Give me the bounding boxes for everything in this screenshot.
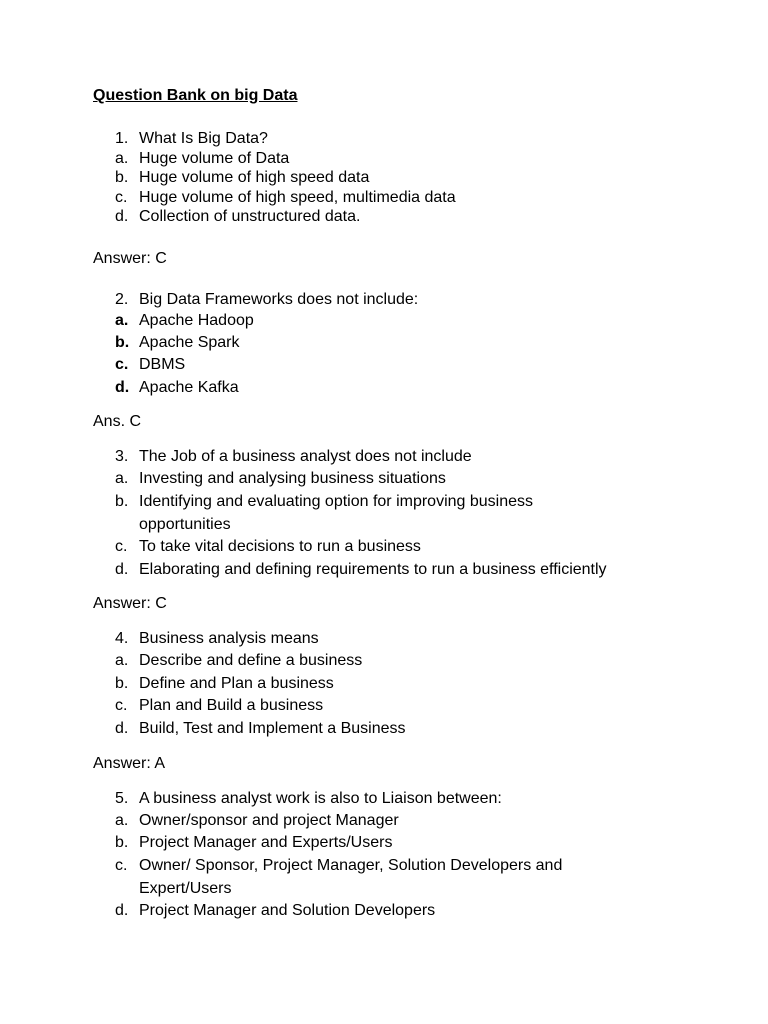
question-number: 4.: [115, 630, 129, 647]
option-marker: b.: [115, 493, 129, 510]
option-text: Collection of unstructured data.: [139, 208, 361, 225]
option-text: Apache Kafka: [139, 379, 239, 396]
option-marker: a.: [115, 652, 129, 669]
option-text: Elaborating and defining requirements to run a business efficiently: [139, 561, 607, 578]
option-marker: c.: [115, 356, 129, 373]
option-marker: c.: [115, 189, 128, 206]
option-text: Define and Plan a business: [139, 675, 334, 692]
option-marker: b.: [115, 334, 130, 351]
option-marker: b.: [115, 675, 129, 692]
question-text: What Is Big Data?: [139, 130, 268, 147]
option-text: Huge volume of Data: [139, 150, 290, 167]
option-marker: a.: [115, 812, 129, 829]
option-marker: b.: [115, 169, 129, 186]
question-text: The Job of a business analyst does not include: [139, 448, 472, 465]
option-text: Build, Test and Implement a Business: [139, 720, 406, 737]
option-text: Describe and define a business: [139, 652, 363, 669]
document-title: Question Bank on big Data: [93, 87, 298, 104]
option-marker: a.: [115, 312, 129, 329]
option-text: Owner/ Sponsor, Project Manager, Solution Developers and: [139, 857, 563, 874]
option-marker: d.: [115, 379, 130, 396]
option-marker: c.: [115, 697, 128, 714]
option-text: Apache Hadoop: [139, 312, 254, 329]
option-text: Huge volume of high speed data: [139, 169, 370, 186]
question-number: 3.: [115, 448, 129, 465]
question-text: Big Data Frameworks does not include:: [139, 291, 419, 308]
option-marker: d.: [115, 208, 129, 225]
answer-line: Answer: C: [93, 595, 167, 612]
option-text: Investing and analysing business situations: [139, 470, 446, 487]
option-marker: c.: [115, 857, 128, 874]
option-text-continuation: Expert/Users: [139, 880, 232, 897]
question-text: A business analyst work is also to Liaison between:: [139, 790, 502, 807]
question-number: 2.: [115, 291, 129, 308]
option-text: Identifying and evaluating option for improving business: [139, 493, 534, 510]
option-text: To take vital decisions to run a business: [139, 538, 421, 555]
option-marker: b.: [115, 834, 129, 851]
option-marker: d.: [115, 720, 129, 737]
option-text: Project Manager and Experts/Users: [139, 834, 393, 851]
option-marker: c.: [115, 538, 128, 555]
answer-line: Answer: C: [93, 250, 167, 267]
option-text: Owner/sponsor and project Manager: [139, 812, 399, 829]
option-text-continuation: opportunities: [139, 516, 231, 533]
option-text: DBMS: [139, 356, 186, 373]
option-marker: d.: [115, 902, 129, 919]
option-text: Huge volume of high speed, multimedia data: [139, 189, 456, 206]
option-marker: a.: [115, 470, 129, 487]
question-number: 5.: [115, 790, 129, 807]
option-text: Apache Spark: [139, 334, 240, 351]
option-text: Plan and Build a business: [139, 697, 324, 714]
answer-line: Ans. C: [93, 413, 142, 430]
question-text: Business analysis means: [139, 630, 319, 647]
question-number: 1.: [115, 130, 129, 147]
option-marker: d.: [115, 561, 129, 578]
option-marker: a.: [115, 150, 129, 167]
option-text: Project Manager and Solution Developers: [139, 902, 436, 919]
answer-line: Answer: A: [93, 755, 166, 772]
